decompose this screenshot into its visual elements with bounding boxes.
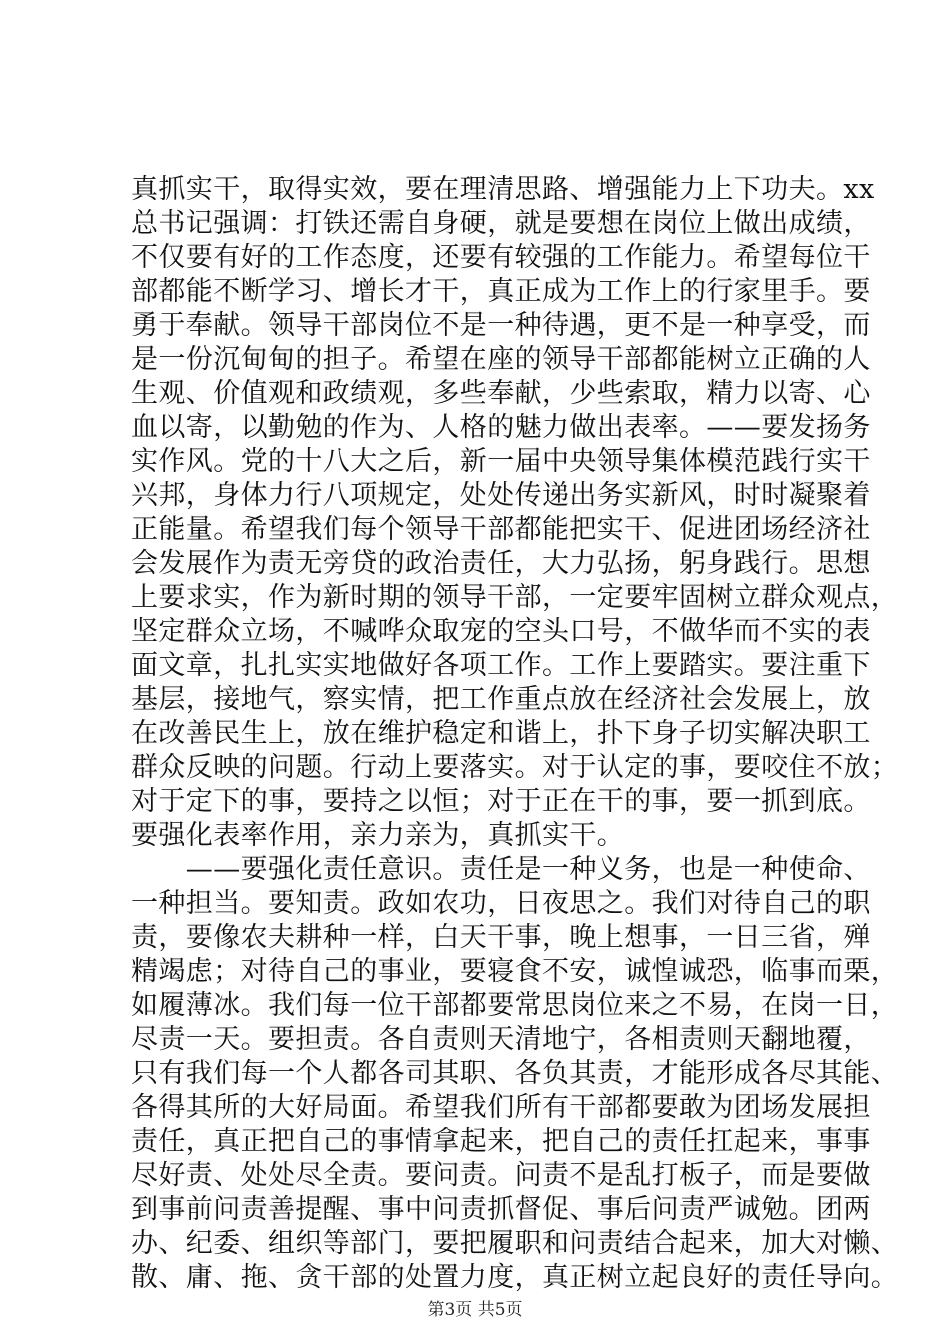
paragraph-start-line: ——要强化责任意识。责任是一种义务，也是一种使命、	[131, 854, 871, 885]
text-line: 如履薄冰。我们每一位干部都要常思岗位来之不易，在岗一日，	[131, 990, 899, 1021]
text-line: 尽好责、处处尽全责。要问责。问责不是乱打板子，而是要做	[131, 1160, 871, 1191]
text-line: 各得其所的大好局面。希望我们所有干部都要敢为团场发展担	[131, 1092, 871, 1123]
text-line: 勇于奉献。领导干部岗位不是一种待遇，更不是一种享受，而	[131, 310, 871, 341]
text-line: 精竭虑；对待自己的事业，要寝食不安，诚惶诚恐，临事而栗，	[131, 956, 899, 987]
text-line: 群众反映的问题。行动上要落实。对于认定的事，要咬住不放；	[131, 752, 899, 783]
text-line: 责任，真正把自己的事情拿起来，把自己的责任扛起来，事事	[131, 1126, 871, 1157]
text-line: 对于定下的事，要持之以恒；对于正在干的事，要一抓到底。	[131, 786, 871, 817]
text-line: 面文章，扎扎实实地做好各项工作。工作上要踏实。要注重下	[131, 650, 871, 681]
text-line: 兴邦，身体力行八项规定，处处传递出务实新风，时时凝聚着	[131, 480, 871, 511]
text-line: 生观、价值观和政绩观，多些奉献，少些索取，精力以寄、心	[131, 378, 871, 409]
text-line: 基层，接地气，察实情，把工作重点放在经济社会发展上，放	[131, 684, 871, 715]
document-body	[131, 173, 899, 1295]
text-line: 到事前问责善提醒、事中问责抓督促、事后问责严诚勉。团两	[131, 1194, 871, 1225]
text-line: 血以寄，以勤勉的作为、人格的魅力做出表率。——要发扬务	[131, 412, 871, 443]
text-line: 上要求实，作为新时期的领导干部，一定要牢固树立群众观点，	[131, 582, 899, 613]
text-line: 是一份沉甸甸的担子。希望在座的领导干部都能树立正确的人	[131, 344, 871, 375]
page-number-footer: 第3页 共5页	[427, 1300, 523, 1320]
text-line: 一种担当。要知责。政如农功，日夜思之。我们对待自己的职	[131, 888, 871, 919]
text-line: 要强化表率作用，亲力亲为，真抓实干。	[131, 820, 625, 851]
text-line: 部都能不断学习、增长才干，真正成为工作上的行家里手。要	[131, 276, 871, 307]
text-line: 坚定群众立场，不喊哗众取宠的空头口号，不做华而不实的表	[131, 616, 871, 647]
text-line: 尽责一天。要担责。各自责则天清地宁，各相责则天翻地覆，	[131, 1024, 871, 1055]
text-line: 实作风。党的十八大之后，新一届中央领导集体模范践行实干	[131, 446, 871, 477]
text-line: 总书记强调：打铁还需自身硬，就是要想在岗位上做出成绩，	[131, 208, 871, 239]
text-line: 真抓实干，取得实效，要在理清思路、增强能力上下功夫。xx	[131, 174, 875, 205]
text-line: 正能量。希望我们每个领导干部都能把实干、促进团场经济社	[131, 514, 871, 545]
text-line: 在改善民生上，放在维护稳定和谐上，扑下身子切实解决职工	[131, 718, 871, 749]
text-line: 不仅要有好的工作态度，还要有较强的工作能力。希望每位干	[131, 242, 871, 273]
text-line: 散、庸、拖、贪干部的处置力度，真正树立起良好的责任导向。	[131, 1262, 899, 1293]
text-line: 办、纪委、组织等部门，要把履职和问责结合起来，加大对懒、	[131, 1228, 899, 1259]
text-line: 会发展作为责无旁贷的政治责任，大力弘扬，躬身践行。思想	[131, 548, 871, 579]
text-line: 只有我们每一个人都各司其职、各负其责，才能形成各尽其能、	[131, 1058, 899, 1089]
text-line: 责，要像农夫耕种一样，白天干事，晚上想事，一日三省，殚	[131, 922, 871, 953]
